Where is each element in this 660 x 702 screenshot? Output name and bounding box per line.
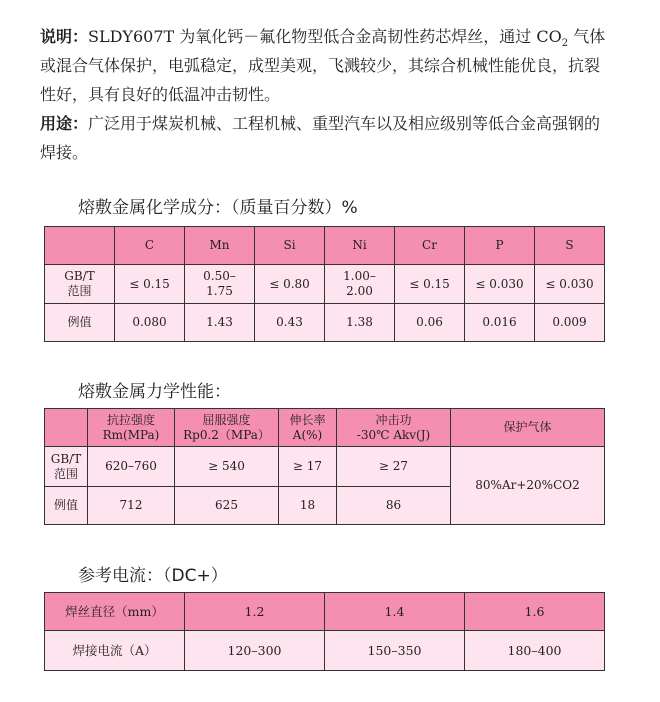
- table-cell: 0.080: [115, 304, 185, 342]
- row-label: GB/T 范围: [45, 265, 115, 304]
- table-cell: ≥ 540: [175, 447, 279, 487]
- diameter-value: 1.6: [465, 593, 605, 631]
- table-row: [45, 447, 605, 487]
- table-cell: 0.009: [535, 304, 605, 342]
- column-header: 屈服强度 Rp0.2（MPa）: [175, 409, 279, 447]
- table-cell: ≤ 0.15: [395, 265, 465, 304]
- column-header: 伸长率 A(%): [279, 409, 337, 447]
- table-cell: 0.016: [465, 304, 535, 342]
- description-text-pre: SLDY607T 为氧化钙－氟化物型低合金高韧性药芯焊丝，通过 CO: [88, 27, 562, 46]
- table-cell: ≤ 0.80: [255, 265, 325, 304]
- usage-label: 用途：: [40, 114, 89, 133]
- description-label: 说明：: [40, 27, 89, 46]
- column-header: 冲击功 -30℃ Akv(J): [337, 409, 451, 447]
- table-cell: 1.43: [185, 304, 255, 342]
- usage-paragraph: [40, 109, 608, 167]
- table-cell: ≤ 0.15: [115, 265, 185, 304]
- table-cell: ≤ 0.030: [535, 265, 605, 304]
- description-subscript: 2: [561, 38, 569, 50]
- table-header-row: [45, 409, 605, 447]
- table-cell: 0.50– 1.75: [185, 265, 255, 304]
- column-header: 保护气体: [451, 409, 605, 447]
- description-paragraph: [40, 22, 608, 109]
- element-header: Si: [255, 227, 325, 265]
- column-header: 抗拉强度 Rm(MPa): [88, 409, 175, 447]
- table-cell: 18: [279, 487, 337, 525]
- table-cell: 1.38: [325, 304, 395, 342]
- description-text-post: 气体或混合气体保护，电弧稳定，成型美观，飞溅较少，其综合机械性能优良，抗裂性好，具有良好的低温冲击韧性。: [40, 27, 606, 104]
- table-row: [45, 631, 605, 671]
- row-label: 例值: [45, 304, 115, 342]
- current-value: 180–400: [465, 631, 605, 671]
- current-value: 120–300: [185, 631, 325, 671]
- table-cell: 620–760: [88, 447, 175, 487]
- element-header: S: [535, 227, 605, 265]
- chemical-composition-table: [44, 226, 605, 342]
- table-cell: 0.06: [395, 304, 465, 342]
- mechanical-properties-heading: 熔敷金属力学性能：: [78, 382, 231, 402]
- element-header: P: [465, 227, 535, 265]
- table-cell: ≥ 27: [337, 447, 451, 487]
- table-cell: 712: [88, 487, 175, 525]
- element-header: Ni: [325, 227, 395, 265]
- corner-cell: [45, 409, 88, 447]
- table-cell: ≤ 0.030: [465, 265, 535, 304]
- table-row: [45, 593, 605, 631]
- mechanical-properties-table: [44, 408, 605, 525]
- shielding-gas-cell: 80%Ar+20%CO2: [451, 447, 605, 525]
- reference-current-table: [44, 592, 605, 671]
- reference-current-heading: 参考电流：（DC+）: [78, 566, 228, 586]
- element-header: Cr: [395, 227, 465, 265]
- diameter-label: 焊丝直径（mm）: [45, 593, 185, 631]
- current-value: 150–350: [325, 631, 465, 671]
- table-cell: 0.43: [255, 304, 325, 342]
- diameter-value: 1.2: [185, 593, 325, 631]
- corner-cell: [45, 227, 115, 265]
- table-cell: 86: [337, 487, 451, 525]
- table-cell: ≥ 17: [279, 447, 337, 487]
- table-row: [45, 304, 605, 342]
- table-cell: 625: [175, 487, 279, 525]
- diameter-value: 1.4: [325, 593, 465, 631]
- row-label: GB/T 范围: [45, 447, 88, 487]
- row-label: 例值: [45, 487, 88, 525]
- table-cell: 1.00– 2.00: [325, 265, 395, 304]
- element-header: C: [115, 227, 185, 265]
- chemical-composition-heading: 熔敷金属化学成分：（质量百分数）%: [78, 198, 358, 218]
- usage-text: 广泛用于煤炭机械、工程机械、重型汽车以及相应级别等低合金高强钢的焊接。: [40, 114, 601, 162]
- table-header-row: [45, 227, 605, 265]
- current-label: 焊接电流（A）: [45, 631, 185, 671]
- element-header: Mn: [185, 227, 255, 265]
- table-row: [45, 265, 605, 304]
